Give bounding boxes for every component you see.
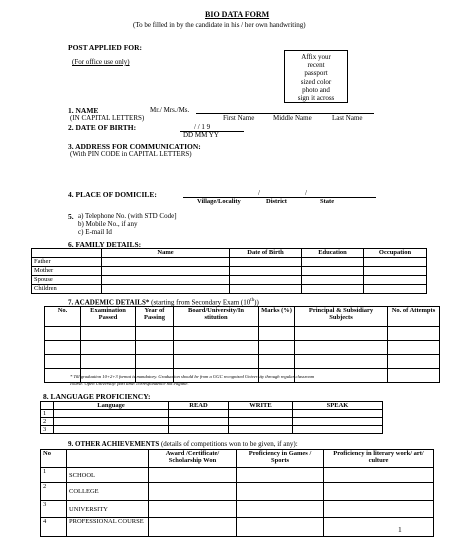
family-cell[interactable] bbox=[364, 276, 427, 285]
language-cell[interactable] bbox=[229, 410, 293, 418]
achievement-cell[interactable] bbox=[149, 468, 237, 483]
achievement-row-label: SCHOOL bbox=[67, 468, 149, 483]
family-title: 6. FAMILY DETAILS: bbox=[68, 240, 142, 249]
academic-title-sup: th bbox=[250, 298, 255, 303]
academic-title-note: (starting from Secondary Exam (10 bbox=[151, 298, 251, 307]
photo-line: sign it across bbox=[297, 94, 335, 103]
achievement-row-label: UNIVERSITY bbox=[67, 501, 149, 518]
achievement-cell[interactable] bbox=[237, 501, 324, 518]
academic-cell[interactable] bbox=[45, 341, 81, 355]
academic-header-board: Board/University/In stitution bbox=[174, 307, 259, 327]
language-cell[interactable] bbox=[229, 426, 293, 434]
family-cell[interactable] bbox=[102, 285, 230, 294]
language-header-blank bbox=[41, 402, 54, 410]
achievement-cell[interactable] bbox=[324, 468, 434, 483]
family-cell[interactable] bbox=[102, 267, 230, 276]
address-label: 3. ADDRESS FOR COMMUNICATION: bbox=[68, 142, 201, 151]
family-header-name: Name bbox=[102, 249, 230, 258]
achievement-cell[interactable] bbox=[324, 501, 434, 518]
domicile-label: 4. PLACE OF DOMICILE: bbox=[68, 190, 157, 199]
photo-line: sized color bbox=[300, 77, 332, 86]
academic-cell[interactable] bbox=[174, 355, 259, 369]
academic-cell[interactable] bbox=[259, 355, 295, 369]
academic-cell[interactable] bbox=[81, 327, 136, 341]
academic-cell[interactable] bbox=[45, 327, 81, 341]
family-cell[interactable] bbox=[230, 276, 302, 285]
achievement-cell[interactable] bbox=[149, 518, 237, 537]
achievement-row-label: COLLEGE bbox=[67, 483, 149, 501]
last-name-caption: Last Name bbox=[332, 114, 363, 122]
family-header-blank bbox=[32, 249, 102, 258]
middle-name-caption: Middle Name bbox=[273, 114, 312, 122]
language-cell[interactable] bbox=[54, 410, 169, 418]
language-cell[interactable] bbox=[293, 410, 383, 418]
achievements-title-main: 9. OTHER ACHIEVEMENTS bbox=[68, 440, 160, 448]
village-caption: Village/Locality bbox=[197, 198, 241, 205]
photo-line: photo and bbox=[302, 85, 330, 94]
academic-table bbox=[44, 306, 440, 383]
page-number: 1 bbox=[398, 525, 402, 534]
language-row-number: 3 bbox=[41, 426, 54, 434]
mobile-label: b) Mobile No., if any bbox=[78, 220, 138, 228]
academic-cell[interactable] bbox=[136, 341, 174, 355]
domicile-sep-2: / bbox=[305, 189, 307, 197]
family-row-label: Spouse bbox=[32, 276, 102, 285]
family-cell[interactable] bbox=[302, 276, 364, 285]
photo-line: passport bbox=[304, 69, 328, 78]
language-header-read: READ bbox=[169, 402, 229, 410]
academic-header-exam: Examination Passed bbox=[81, 307, 136, 327]
contact-number: 5. bbox=[68, 212, 74, 221]
office-use-note: (For office use only) bbox=[72, 58, 130, 66]
achievement-row-number: 2 bbox=[41, 483, 67, 501]
family-header-occupation: Occupation bbox=[364, 249, 427, 258]
academic-cell[interactable] bbox=[174, 341, 259, 355]
language-row-number: 2 bbox=[41, 418, 54, 426]
form-subtitle: (To be filled in by the candidate in his / her own handwriting) bbox=[133, 21, 306, 29]
achievements-table bbox=[40, 449, 434, 537]
family-cell[interactable] bbox=[230, 267, 302, 276]
achievement-cell[interactable] bbox=[237, 483, 324, 501]
language-cell[interactable] bbox=[169, 418, 229, 426]
academic-header-marks: Marks (%) bbox=[259, 307, 295, 327]
academic-cell[interactable] bbox=[295, 355, 388, 369]
family-cell[interactable] bbox=[102, 258, 230, 267]
academic-footnote-2: course. Open University/ part time/ correspondence not eligible. bbox=[70, 381, 189, 386]
language-cell[interactable] bbox=[54, 426, 169, 434]
language-table bbox=[40, 401, 383, 434]
academic-cell[interactable] bbox=[81, 355, 136, 369]
district-caption: District bbox=[266, 198, 287, 205]
name-label: 1. NAME bbox=[68, 106, 99, 115]
academic-title-main: 7. ACADEMIC DETAILS* bbox=[68, 298, 150, 307]
academic-cell[interactable] bbox=[388, 341, 440, 355]
dob-label: 2. DATE OF BIRTH: bbox=[68, 123, 137, 132]
language-cell[interactable] bbox=[54, 418, 169, 426]
language-row-number: 1 bbox=[41, 410, 54, 418]
post-applied-label: POST APPLIED FOR: bbox=[68, 43, 143, 52]
family-cell[interactable] bbox=[102, 276, 230, 285]
achievement-cell[interactable] bbox=[149, 483, 237, 501]
language-header-speak: SPEAK bbox=[293, 402, 383, 410]
achievements-title bbox=[68, 441, 298, 448]
language-cell[interactable] bbox=[293, 426, 383, 434]
academic-title-end: )) bbox=[254, 298, 259, 307]
achievement-row-number: 1 bbox=[41, 468, 67, 483]
academic-header-subjects: Principal & Subsidiary Subjects bbox=[295, 307, 388, 327]
dob-format: DD MM YY bbox=[183, 131, 219, 139]
achievements-header-no: No bbox=[41, 450, 67, 468]
family-cell[interactable] bbox=[230, 285, 302, 294]
dob-slashes: / / 1 9 bbox=[194, 123, 211, 131]
photo-box bbox=[284, 50, 348, 103]
achievement-row-number: 3 bbox=[41, 501, 67, 518]
family-cell[interactable] bbox=[364, 258, 427, 267]
achievement-cell[interactable] bbox=[324, 518, 434, 537]
family-row-label: Children bbox=[32, 285, 102, 294]
language-header-language: Language bbox=[54, 402, 169, 410]
family-cell[interactable] bbox=[364, 267, 427, 276]
achievements-header-award: Award /Certificate/ Scholarship Won bbox=[149, 450, 237, 468]
family-cell[interactable] bbox=[302, 258, 364, 267]
telephone-label: a) Telephone No. (with STD Code] bbox=[78, 212, 177, 220]
academic-cell[interactable] bbox=[259, 341, 295, 355]
family-cell[interactable] bbox=[302, 285, 364, 294]
achievements-header-games: Proficiency in Games / Sports bbox=[237, 450, 324, 468]
academic-header-year: Year of Passing bbox=[136, 307, 174, 327]
family-row-label: Mother bbox=[32, 267, 102, 276]
academic-cell[interactable] bbox=[45, 355, 81, 369]
academic-cell[interactable] bbox=[136, 327, 174, 341]
academic-cell[interactable] bbox=[174, 327, 259, 341]
academic-cell[interactable] bbox=[295, 327, 388, 341]
achievements-header-literary: Proficiency in literary work/ art/ culture bbox=[324, 450, 434, 468]
achievement-cell[interactable] bbox=[149, 501, 237, 518]
achievement-cell[interactable] bbox=[324, 483, 434, 501]
academic-cell[interactable] bbox=[295, 341, 388, 355]
achievements-header-blank bbox=[67, 450, 149, 468]
academic-cell[interactable] bbox=[136, 355, 174, 369]
family-header-education: Education bbox=[302, 249, 364, 258]
language-cell[interactable] bbox=[229, 418, 293, 426]
academic-footnote-1: * Till graduation 10+2+3 format is mandatory. Graduation should be from a UGC recognized University through regular classroom bbox=[70, 374, 315, 379]
achievement-cell[interactable] bbox=[237, 468, 324, 483]
language-cell[interactable] bbox=[169, 410, 229, 418]
achievement-cell[interactable] bbox=[237, 518, 324, 537]
family-cell[interactable] bbox=[364, 285, 427, 294]
academic-cell[interactable] bbox=[388, 327, 440, 341]
academic-cell[interactable] bbox=[81, 341, 136, 355]
academic-header-no: No. bbox=[45, 307, 81, 327]
academic-cell[interactable] bbox=[388, 369, 440, 383]
photo-line: Affix your bbox=[301, 53, 331, 61]
photo-line: recent bbox=[307, 61, 325, 70]
name-caps-note: (IN CAPITAL LETTERS) bbox=[70, 114, 145, 122]
language-header-write: WRITE bbox=[229, 402, 293, 410]
academic-cell[interactable] bbox=[388, 355, 440, 369]
family-cell[interactable] bbox=[230, 258, 302, 267]
first-name-caption: First Name bbox=[223, 114, 255, 122]
language-cell[interactable] bbox=[169, 426, 229, 434]
language-title: 8. LANGUAGE PROFICIENCY: bbox=[43, 392, 151, 401]
name-prefix: Mr./ Mrs./Ms. bbox=[150, 106, 190, 114]
address-note: (With PIN CODE in CAPITAL LETTERS) bbox=[70, 150, 192, 158]
academic-header-attempts: No. of Attempts bbox=[388, 307, 440, 327]
email-label: c) E-mail Id bbox=[78, 228, 112, 236]
domicile-sep-1: / bbox=[258, 189, 260, 197]
family-header-dob: Date of Birth bbox=[230, 249, 302, 258]
achievements-title-note: (details of competitions won to be given, if any): bbox=[160, 440, 298, 448]
family-row-label: Father bbox=[32, 258, 102, 267]
state-caption: State bbox=[320, 198, 335, 205]
achievement-row-number: 4 bbox=[41, 518, 67, 537]
form-title: BIO DATA FORM bbox=[205, 10, 270, 19]
family-table bbox=[31, 248, 427, 294]
language-cell[interactable] bbox=[293, 418, 383, 426]
academic-cell[interactable] bbox=[259, 327, 295, 341]
family-cell[interactable] bbox=[302, 267, 364, 276]
achievement-row-label: PROFESSIONAL COURSE bbox=[67, 518, 149, 537]
